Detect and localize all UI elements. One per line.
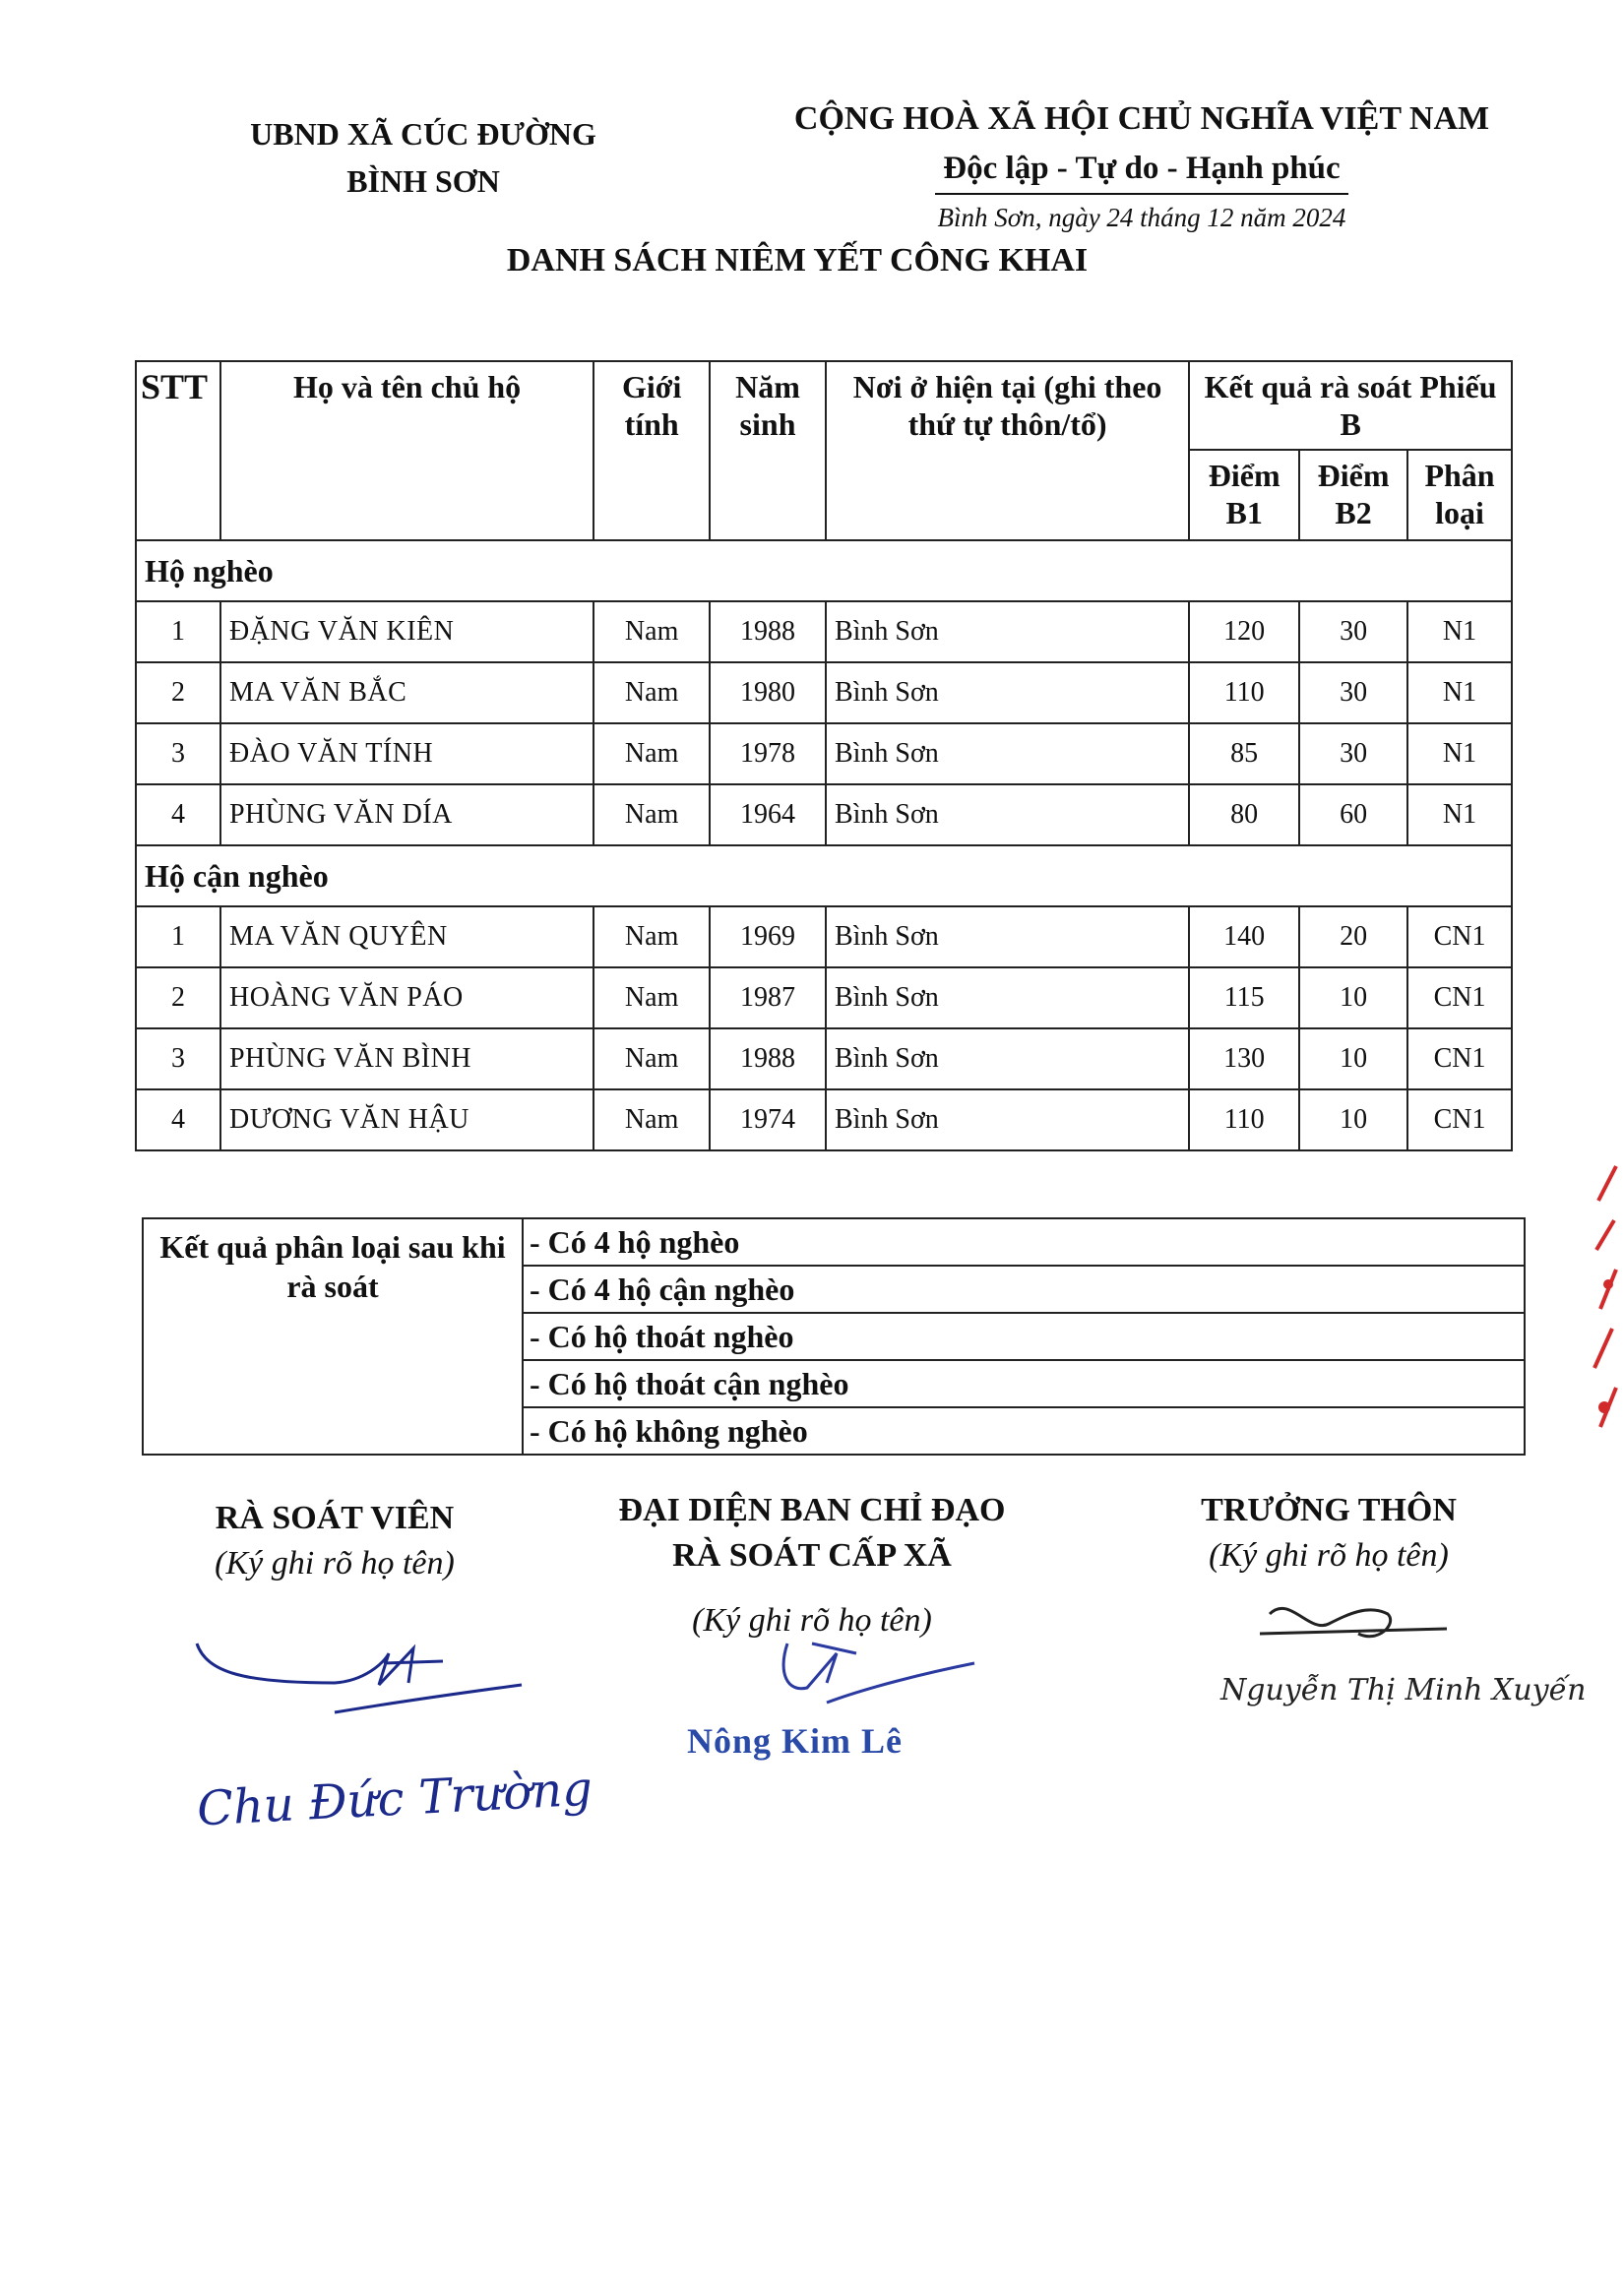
cell-address: Bình Sơn (826, 1089, 1189, 1150)
cell-b2: 30 (1299, 662, 1407, 723)
cell-b1: 110 (1189, 1089, 1299, 1150)
cell-stt: 4 (136, 784, 220, 845)
cell-b2: 30 (1299, 601, 1407, 662)
cell-class: N1 (1407, 723, 1512, 784)
cell-name: HOÀNG VĂN PÁO (220, 967, 593, 1028)
summary-table (142, 1217, 1526, 1456)
cell-gender: Nam (593, 906, 710, 967)
signature-block-village-head (1152, 1488, 1506, 1579)
household-table (135, 360, 1513, 1151)
table-row (136, 906, 1512, 967)
cell-stt: 4 (136, 1089, 220, 1150)
cell-class: N1 (1407, 784, 1512, 845)
cell-name: ĐẶNG VĂN KIÊN (220, 601, 593, 662)
summary-label: Kết quả phân loại sau khi rà soát (143, 1218, 523, 1455)
country-name: CỘNG HOÀ XÃ HỘI CHỦ NGHĨA VIỆT NAM (793, 100, 1490, 137)
cell-name: MA VĂN BẮC (220, 662, 593, 723)
cell-year: 1978 (710, 723, 826, 784)
red-seal-edge (1587, 1161, 1624, 1457)
steering-stamped-name: Nông Kim Lê (687, 1721, 904, 1761)
cell-gender: Nam (593, 967, 710, 1028)
national-header (768, 94, 1516, 234)
col-b1: Điểm B1 (1189, 450, 1299, 540)
col-b2: Điểm B2 (1299, 450, 1407, 540)
table-row (136, 662, 1512, 723)
issuing-authority (217, 110, 630, 205)
village-head-signature-mark (1250, 1584, 1467, 1663)
date-line: Bình Sơn, ngày 24 tháng 12 năm 2024 (937, 203, 1346, 232)
cell-gender: Nam (593, 1028, 710, 1089)
cell-b1: 85 (1189, 723, 1299, 784)
steering-title-2: RÀ SOÁT CẤP XÃ (672, 1537, 952, 1574)
cell-b2: 30 (1299, 723, 1407, 784)
cell-year: 1980 (710, 662, 826, 723)
cell-class: CN1 (1407, 1089, 1512, 1150)
cell-stt: 3 (136, 1028, 220, 1089)
cell-year: 1987 (710, 967, 826, 1028)
cell-stt: 2 (136, 967, 220, 1028)
col-class: Phân loại (1407, 450, 1512, 540)
signature-block-steering (591, 1488, 1033, 1644)
cell-class: CN1 (1407, 906, 1512, 967)
reviewer-signature-mark (187, 1624, 541, 1732)
cell-name: ĐÀO VĂN TÍNH (220, 723, 593, 784)
cell-year: 1964 (710, 784, 826, 845)
table-row (136, 784, 1512, 845)
cell-name: PHÙNG VĂN BÌNH (220, 1028, 593, 1089)
summary-item: - Có 4 hộ nghèo (523, 1218, 1525, 1266)
cell-stt: 1 (136, 906, 220, 967)
cell-address: Bình Sơn (826, 967, 1189, 1028)
steering-title-1: ĐẠI DIỆN BAN CHỈ ĐẠO (618, 1492, 1006, 1528)
cell-name: DƯƠNG VĂN HẬU (220, 1089, 593, 1150)
steering-signature-mark (768, 1634, 984, 1722)
cell-b2: 10 (1299, 967, 1407, 1028)
reviewer-handwritten-name: Chu Đức Trường (195, 1761, 594, 1837)
authority-line-1: UBND XÃ CÚC ĐƯỜNG (250, 116, 596, 152)
cell-name: MA VĂN QUYÊN (220, 906, 593, 967)
table-row (136, 723, 1512, 784)
cell-b1: 130 (1189, 1028, 1299, 1089)
cell-address: Bình Sơn (826, 784, 1189, 845)
cell-year: 1988 (710, 1028, 826, 1089)
col-address: Nơi ở hiện tại (ghi theo thứ tự thôn/tổ) (826, 361, 1189, 540)
summary-item: - Có hộ không nghèo (523, 1407, 1525, 1455)
steering-note: (Ký ghi rõ họ tên) (692, 1602, 932, 1639)
cell-class: N1 (1407, 662, 1512, 723)
cell-class: CN1 (1407, 1028, 1512, 1089)
cell-b1: 80 (1189, 784, 1299, 845)
col-stt: STT (136, 361, 220, 540)
cell-year: 1974 (710, 1089, 826, 1150)
cell-b1: 120 (1189, 601, 1299, 662)
cell-b1: 140 (1189, 906, 1299, 967)
cell-name: PHÙNG VĂN DÍA (220, 784, 593, 845)
cell-gender: Nam (593, 723, 710, 784)
village-head-title: TRƯỞNG THÔN (1201, 1492, 1457, 1528)
cell-stt: 3 (136, 723, 220, 784)
cell-class: CN1 (1407, 967, 1512, 1028)
reviewer-note: (Ký ghi rõ họ tên) (215, 1545, 455, 1582)
col-name: Họ và tên chủ hộ (220, 361, 593, 540)
cell-gender: Nam (593, 784, 710, 845)
cell-year: 1969 (710, 906, 826, 967)
cell-b2: 60 (1299, 784, 1407, 845)
national-motto: Độc lập - Tự do - Hạnh phúc (935, 144, 1347, 195)
cell-b1: 115 (1189, 967, 1299, 1028)
summary-item: - Có 4 hộ cận nghèo (523, 1266, 1525, 1313)
cell-gender: Nam (593, 1089, 710, 1150)
cell-address: Bình Sơn (826, 1028, 1189, 1089)
table-row (136, 1089, 1512, 1150)
cell-address: Bình Sơn (826, 906, 1189, 967)
table-row (136, 1028, 1512, 1089)
village-head-note: (Ký ghi rõ họ tên) (1209, 1537, 1449, 1574)
cell-b2: 10 (1299, 1028, 1407, 1089)
col-birth-year: Năm sinh (710, 361, 826, 540)
cell-address: Bình Sơn (826, 662, 1189, 723)
cell-address: Bình Sơn (826, 601, 1189, 662)
section-near-poor: Hộ cận nghèo (136, 845, 1512, 906)
cell-gender: Nam (593, 601, 710, 662)
cell-year: 1988 (710, 601, 826, 662)
summary-item: - Có hộ thoát nghèo (523, 1313, 1525, 1360)
col-gender: Giới tính (593, 361, 710, 540)
document-title: DANH SÁCH NIÊM YẾT CÔNG KHAI (506, 242, 1089, 279)
table-row (136, 601, 1512, 662)
reviewer-title: RÀ SOÁT VIÊN (215, 1500, 455, 1536)
cell-address: Bình Sơn (826, 723, 1189, 784)
cell-stt: 2 (136, 662, 220, 723)
cell-b2: 20 (1299, 906, 1407, 967)
section-poor: Hộ nghèo (136, 540, 1512, 601)
col-result: Kết quả rà soát Phiếu B (1189, 361, 1512, 450)
village-head-handwritten-name: Nguyễn Thị Minh Xuyến (1220, 1673, 1587, 1707)
cell-gender: Nam (593, 662, 710, 723)
cell-b1: 110 (1189, 662, 1299, 723)
cell-stt: 1 (136, 601, 220, 662)
summary-item: - Có hộ thoát cận nghèo (523, 1360, 1525, 1407)
authority-line-2: BÌNH SƠN (346, 163, 500, 199)
signature-block-reviewer (167, 1496, 502, 1586)
cell-class: N1 (1407, 601, 1512, 662)
table-row (136, 967, 1512, 1028)
cell-b2: 10 (1299, 1089, 1407, 1150)
